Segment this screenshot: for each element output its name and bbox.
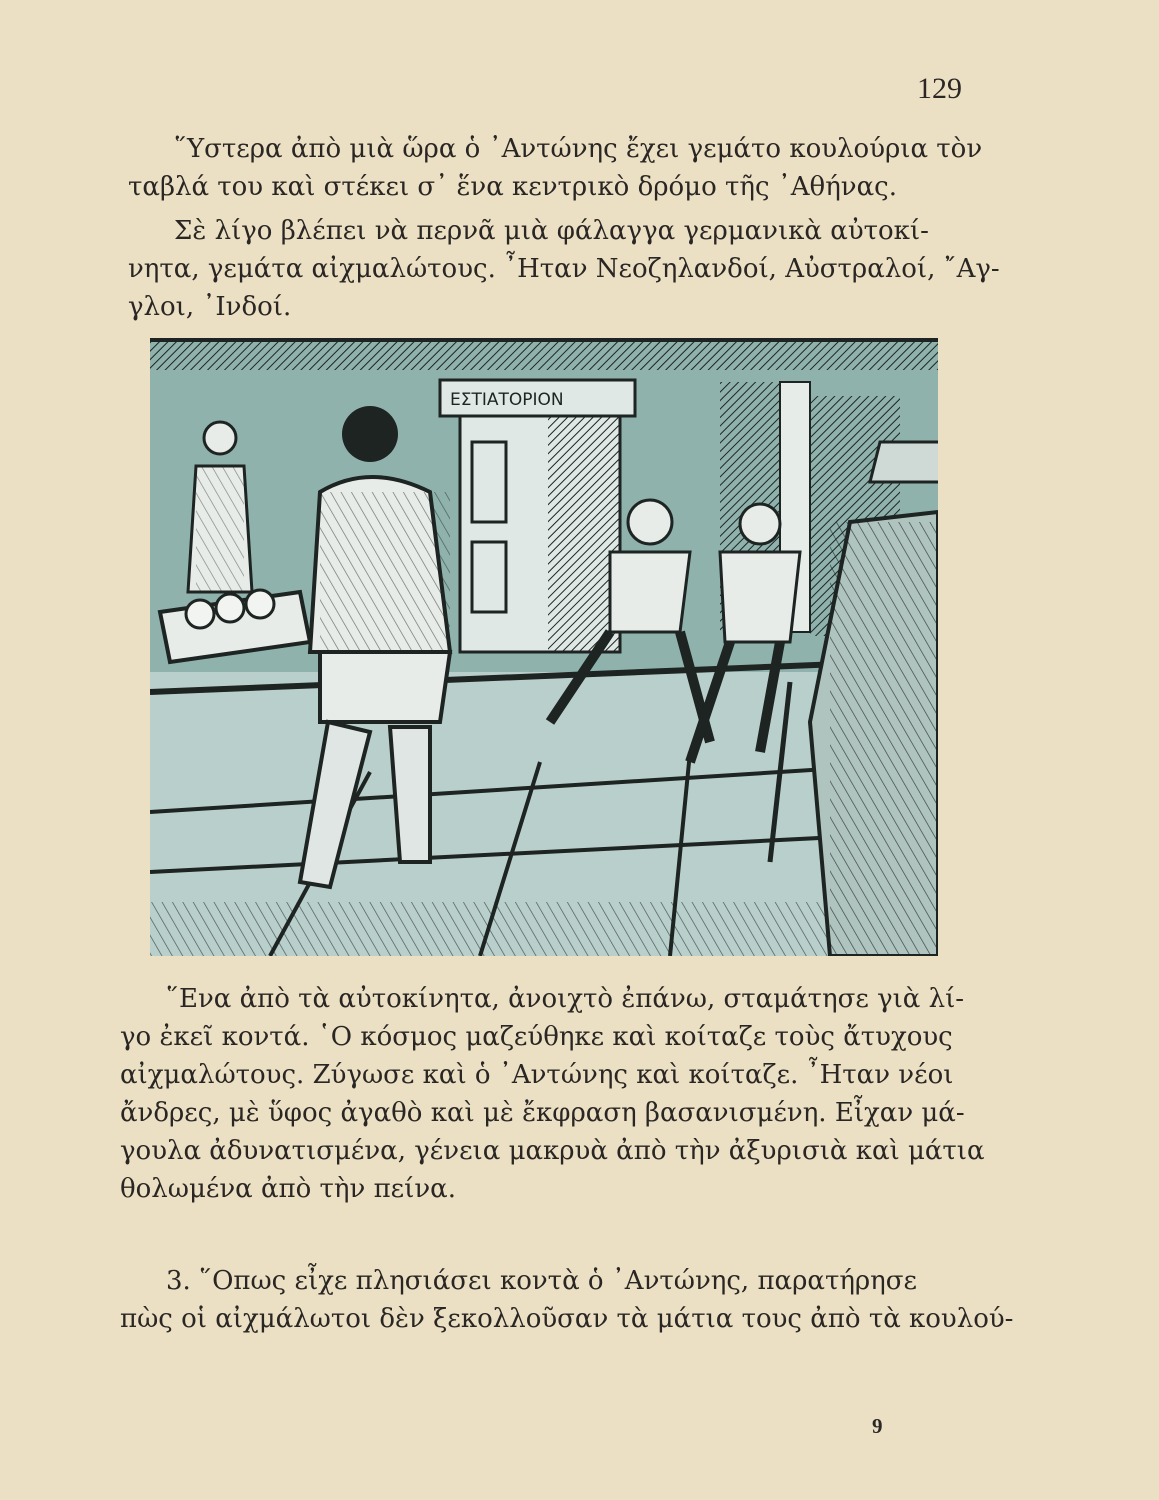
paragraph-2 — [128, 212, 1000, 326]
woodcut-illustration — [150, 338, 938, 956]
woman-figure — [188, 422, 252, 592]
text-line: γο ἐκεῖ κοντά. ῾Ο κόσμος μαζεύθηκε καὶ κοίταζε τοὺς ἄτυχους — [120, 1022, 953, 1052]
text-line: γλοι, ᾿Ινδοί. — [128, 292, 292, 322]
text-line: πὼς οἱ αἰχμάλωτοι δὲν ξεκολλοῦσαν τὰ μάτια τους ἀπὸ τὰ κουλού- — [120, 1304, 1014, 1334]
bread-tray — [160, 590, 310, 662]
page-number: 129 — [917, 72, 962, 105]
kiosk — [440, 380, 635, 652]
paragraph-1 — [128, 130, 982, 206]
text-line: ταβλά του καὶ στέκει σ᾿ ἕνα κεντρικὸ δρόμο τῆς ᾿Αθήνας. — [128, 172, 897, 202]
text-line: 3. ῞Οπως εἶχε πλησιάσει κοντὰ ὁ ᾿Αντώνης, παρατήρησε — [166, 1266, 917, 1296]
text-line: ῞Υστερα ἀπὸ μιὰ ὥρα ὁ ᾿Αντώνης ἔχει γεμάτο κουλούρια τὸν — [174, 134, 983, 164]
text-line: θολωμένα ἀπὸ τὴν πείνα. — [120, 1174, 456, 1204]
signature-mark: 9 — [872, 1414, 883, 1438]
top-shading — [150, 342, 938, 370]
text-line: ἄνδρες, μὲ ὕφος ἀγαθὸ καὶ μὲ ἔκφραση βασανισμένη. Εἶχαν μά- — [120, 1098, 965, 1128]
kiosk-sign-text: ΕΣΤΙΑΤΟΡΙΟΝ — [450, 390, 564, 410]
text-line: αἰχμαλώτους. Ζύγωσε καὶ ὁ ᾿Αντώνης καὶ κοίταζε. ῏Ηταν νέοι — [120, 1060, 954, 1090]
street-scene-drawing — [150, 342, 938, 956]
paragraph-3 — [120, 980, 985, 1208]
text-line: ῞Ενα ἀπὸ τὰ αὐτοκίνητα, ἀνοιχτὸ ἐπάνω, σταμάτησε γιὰ λί- — [166, 984, 965, 1014]
text-line: Σὲ λίγο βλέπει νὰ περνᾶ μιὰ φάλαγγα γερμανικὰ αὐτοκί- — [174, 216, 929, 246]
text-line: νητα, γεμάτα αἰχμαλώτους. ῏Ηταν Νεοζηλανδοί, Αὐστραλοί, ῎Αγ- — [128, 254, 1000, 284]
paragraph-4 — [120, 1262, 1013, 1338]
text-line: γουλα ἀδυνατισμένα, γένεια μακρυὰ ἀπὸ τὴν ἀξυρισιὰ καὶ μάτια — [120, 1136, 985, 1166]
